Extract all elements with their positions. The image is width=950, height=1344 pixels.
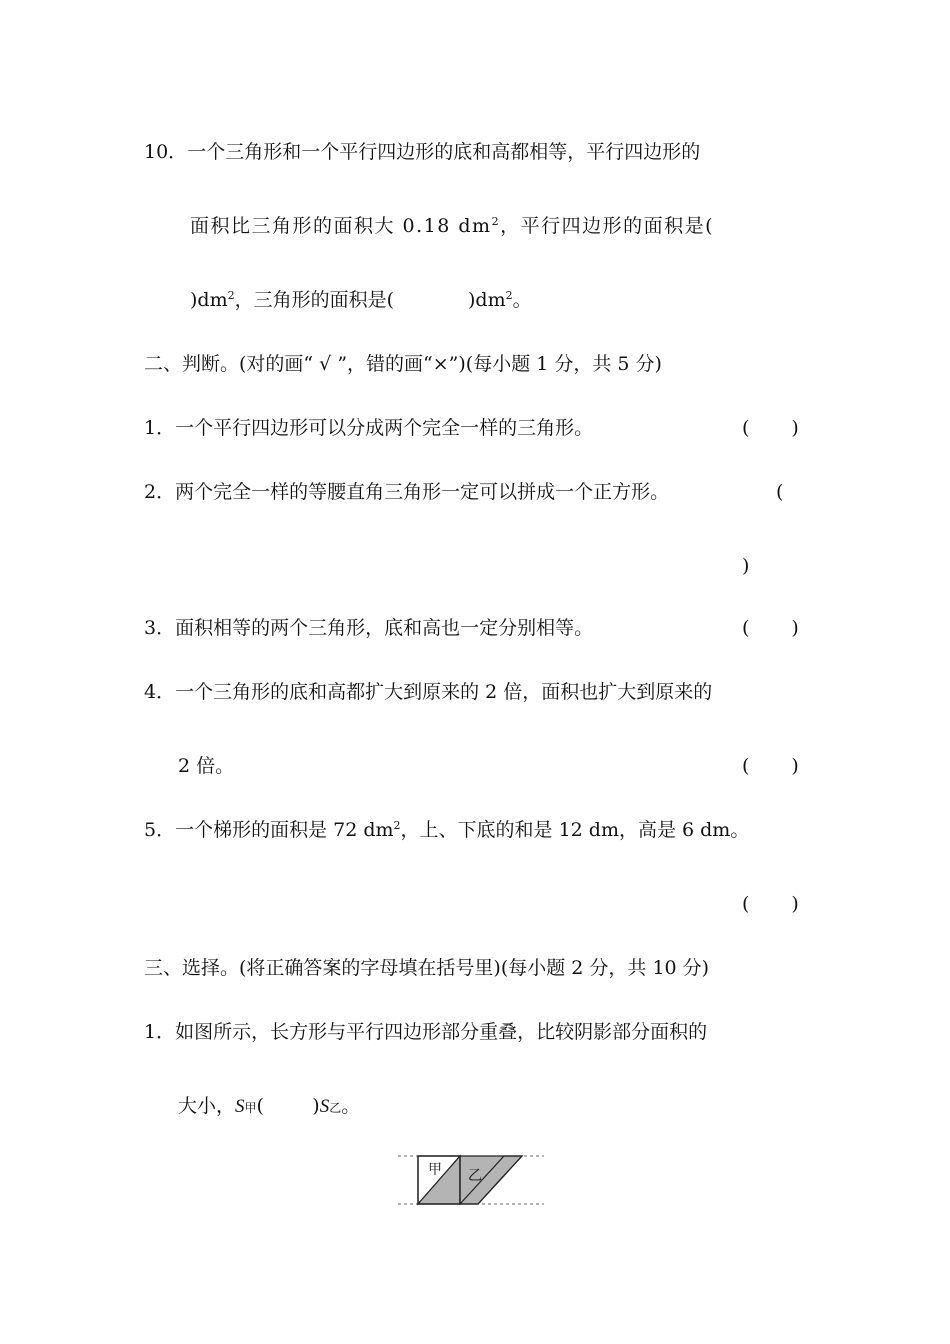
period: 。 bbox=[512, 289, 532, 311]
q10-text-line2: 面积比三角形的面积大 0.18 dm bbox=[190, 215, 492, 237]
item-number: 3． bbox=[144, 617, 176, 639]
item-text: 一个三角形的底和高都扩大到原来的 2 倍，面积也扩大到原来的 bbox=[175, 681, 713, 703]
period: 。 bbox=[341, 1095, 361, 1117]
item-number: 1． bbox=[144, 417, 176, 439]
superscript: 2 bbox=[505, 289, 513, 302]
answer-paren-2-close[interactable]: ) bbox=[742, 555, 750, 577]
answer-paren-2-open[interactable]: ( bbox=[776, 481, 784, 503]
q10-text-line1: 一个三角形和一个平行四边形的底和高都相等，平行四边形的 bbox=[187, 141, 701, 163]
section2-heading: 二、判断。(对的画“ √ ”，错的画“×”)(每小题 1 分，共 5 分) bbox=[144, 353, 662, 375]
answer-blank[interactable]: ( ) bbox=[256, 1095, 320, 1117]
subscript-yi: 乙 bbox=[329, 1101, 342, 1115]
q10-text-line2-tail: ，平行四边形的面积是( bbox=[500, 215, 714, 237]
item-text: 一个梯形的面积是 72 dm bbox=[175, 819, 394, 841]
answer-blank-2-close: )dm bbox=[468, 289, 506, 311]
subscript-jia: 甲 bbox=[244, 1101, 257, 1115]
judge-item-3 bbox=[144, 616, 593, 640]
q10-line1 bbox=[144, 140, 700, 164]
section3-heading: 三、选择。(将正确答案的字母填在括号里)(每小题 2 分，共 10 分) bbox=[144, 957, 710, 979]
q10-line2 bbox=[190, 214, 714, 238]
label-yi: 乙 bbox=[468, 1168, 482, 1184]
answer-paren-5[interactable]: ( ) bbox=[742, 893, 799, 915]
item-text: 面积相等的两个三角形，底和高也一定分别相等。 bbox=[175, 617, 594, 639]
superscript: 2 bbox=[227, 289, 235, 302]
item-number: 5． bbox=[144, 819, 176, 841]
choice-item-1-line2 bbox=[178, 1094, 360, 1120]
area-symbol: S bbox=[235, 1096, 245, 1117]
superscript: 2 bbox=[393, 819, 401, 832]
q10-line3 bbox=[190, 288, 532, 312]
judge-item-4-line2: 2 倍。 bbox=[178, 755, 235, 777]
area-symbol: S bbox=[319, 1096, 330, 1117]
item-text: 两个完全一样的等腰直角三角形一定可以拼成一个正方形。 bbox=[175, 481, 670, 503]
overlap-figure bbox=[398, 1150, 544, 1212]
judge-item-4 bbox=[144, 680, 712, 704]
q10-text-line3: ，三角形的面积是( bbox=[234, 289, 395, 311]
item-number: 2． bbox=[144, 481, 176, 503]
judge-item-2 bbox=[144, 480, 669, 504]
judge-item-1 bbox=[144, 416, 593, 440]
label-jia: 甲 bbox=[428, 1162, 442, 1178]
item-text: 如图所示，长方形与平行四边形部分重叠，比较阴影部分面积的 bbox=[175, 1021, 708, 1043]
judge-item-5 bbox=[144, 818, 749, 842]
item-number: 1． bbox=[144, 1021, 176, 1043]
item-text: 一个平行四边形可以分成两个完全一样的三角形。 bbox=[175, 417, 594, 439]
answer-paren-4[interactable]: ( ) bbox=[742, 755, 799, 777]
item-text: 大小， bbox=[178, 1095, 236, 1117]
item-number: 4． bbox=[144, 681, 176, 703]
superscript: 2 bbox=[491, 215, 501, 228]
answer-paren-1[interactable]: ( ) bbox=[742, 417, 799, 439]
q10-number: 10． bbox=[144, 141, 188, 163]
item-text-tail: ，上、下底的和是 12 dm，高是 6 dm。 bbox=[400, 819, 750, 841]
answer-blank-1-close: )dm bbox=[190, 289, 228, 311]
choice-item-1 bbox=[144, 1020, 707, 1044]
answer-paren-3[interactable]: ( ) bbox=[742, 617, 799, 639]
